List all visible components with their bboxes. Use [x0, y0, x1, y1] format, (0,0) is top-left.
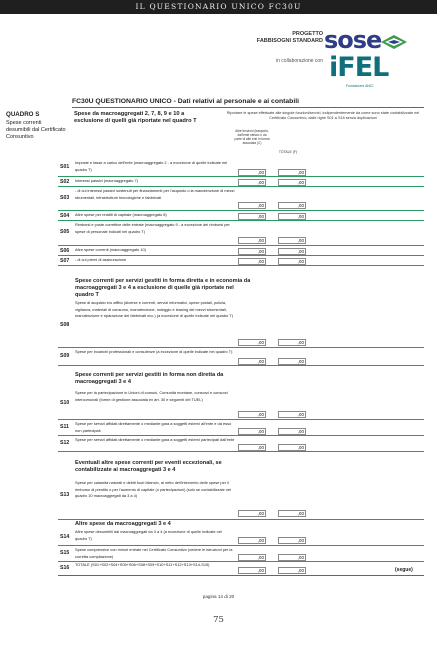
table-row: [58, 159, 424, 177]
row-label: Altre spese correnti (macroaggregato 10): [75, 247, 146, 252]
row-label: Spese per servizi affidati direttamente o mediante gara a soggetti esterni all'ente e da esso non partecipati: [75, 421, 232, 433]
header-note: Riportare le spese effettuate alle singole funzioni/servizi, indipendentemente da come sono state contabilizzate nel Certificato Consuntivo, dalle righe S01 a S16 senza duplicazioni: [226, 111, 420, 120]
table-row: [58, 256, 424, 266]
amount-field-total[interactable]: ,00: [278, 358, 306, 365]
sose-mark-icon: [379, 32, 409, 52]
amount-field-col1[interactable]: ,00: [238, 510, 266, 517]
amount-field-total[interactable]: ,00: [278, 510, 306, 517]
row-label: Spese per calamità naturali e debiti fuori bilancio, al netto dell'intervento delle spese per il rimborso di prestito o per l'aumento di capitale (o partecipazioni) (solo se contabilizzate nei quadro 10 macroaggregati da 3 a 4): [75, 480, 232, 499]
form-title: FC30U QUESTIONARIO UNICO - Dati relativi al personale e ai contabili: [72, 98, 299, 105]
row-label: - di cui interessi passivi sostenuti per finanziamenti per l'acquisto o la manutenzione di mezzi strumentali, infrastrutture tecnologiche e fabbricati: [75, 188, 235, 200]
column-header-2: TOTALE (F): [278, 150, 298, 154]
row-code: S08: [60, 322, 70, 328]
amount-field-total[interactable]: ,00: [278, 169, 306, 176]
amount-field-col1[interactable]: ,00: [238, 554, 266, 561]
row-label: Altre spese desumibili dai macroaggregati da 3 a 4 (a eccezione di quelle indicate nel quadro T): [75, 529, 222, 541]
amount-field-col1[interactable]: ,00: [238, 213, 266, 220]
row-divider: [58, 265, 424, 266]
row-code: S15: [60, 550, 70, 556]
amount-field-col1[interactable]: ,00: [238, 537, 266, 544]
sose-logo: sose: [324, 26, 382, 54]
row-label: Altre spese per redditi di capitale (macroaggregato 8): [75, 212, 167, 217]
amount-field-total[interactable]: ,00: [278, 339, 306, 346]
table-row: [58, 211, 424, 221]
amount-field-total[interactable]: ,00: [278, 179, 306, 186]
amount-field-total[interactable]: ,00: [278, 237, 306, 244]
row-label: Spese per incarichi professionali e consulenze (a eccezione di quelle indicate nel quadro T): [75, 349, 233, 354]
amount-field-total[interactable]: ,00: [278, 248, 306, 255]
amount-field-total[interactable]: ,00: [278, 258, 306, 265]
row-code: S03: [60, 195, 70, 201]
amount-field-total[interactable]: ,00: [278, 213, 306, 220]
table-row: [58, 562, 424, 575]
table-row: [58, 546, 424, 562]
row-code: S04: [60, 213, 70, 219]
row-code: S05: [60, 229, 70, 235]
amount-field-col1[interactable]: ,00: [238, 444, 266, 451]
amount-field-col1[interactable]: ,00: [238, 237, 266, 244]
amount-field-total[interactable]: ,00: [278, 554, 306, 561]
row-code: S12: [60, 440, 70, 446]
row-code: S09: [60, 353, 70, 359]
amount-field-col1[interactable]: ,00: [238, 567, 266, 574]
amount-field-total[interactable]: ,00: [278, 411, 306, 418]
table-row: [58, 348, 424, 366]
ifel-subtitle: Fondazione ANCI: [346, 84, 374, 88]
row-divider: [58, 365, 424, 366]
amount-field-col1[interactable]: ,00: [238, 169, 266, 176]
row-label: TOTALE (S01+S02+S04+S05+S06+S08+S09+S10+S11+S12+S13+S14-S15): [75, 562, 210, 567]
row-code: S13: [60, 492, 70, 498]
amount-field-col1[interactable]: ,00: [238, 179, 266, 186]
header-title: IL QUESTIONARIO UNICO FC30U: [135, 2, 302, 11]
row-label: Spese comprensive con minori entrate nel Certificato Consuntivo (vedere le istruzioni per la corretta compilazione): [75, 547, 233, 559]
page-indicator: pagina 14 di 20: [202, 594, 235, 599]
table-row: [58, 187, 424, 211]
amount-field-total[interactable]: ,00: [278, 202, 306, 209]
row-divider: [58, 451, 424, 452]
row-code: S11: [60, 424, 69, 430]
project-line-1: PROGETTO: [292, 31, 323, 37]
row-section-title: Altre spese da macroaggregati 3 e 4: [75, 521, 171, 527]
project-line-2: FABBISOGNI STANDARD: [256, 38, 323, 44]
table-row: [58, 520, 424, 546]
row-section-title: Eventuali altre spese correnti per eventi eccezionali, se contabilizzate ai macroaggregati 3 e 4: [75, 460, 222, 473]
row-code: S02: [60, 179, 70, 185]
table-row: [58, 246, 424, 256]
row-section-title: Spese correnti per servizi gestiti in forma non diretta da macroaggregati 3 e 4: [75, 372, 224, 385]
row-code: S16: [60, 565, 70, 571]
header-description: Spese da macroaggregati 2, 7, 8, 9 e 10 a esclusione di quelli già riportate nel quadro T: [74, 111, 197, 124]
table-row: [58, 177, 424, 187]
table-row: [58, 458, 424, 520]
row-label: - di cui premi di assicurazione: [75, 257, 127, 262]
table-row: [58, 436, 424, 452]
column-header-1: Altre funzioni (trasporto, dall'ente stesso o da parte di altri enti in forma associata (C): [234, 129, 270, 145]
row-label: Spese per servizi affidati direttamente o mediante gara a soggetti esterni partecipati dall'ente: [75, 437, 235, 442]
row-code: S01: [60, 164, 70, 170]
row-code: S10: [60, 400, 70, 406]
bottom-divider: [58, 575, 424, 576]
row-label: Interessi passivi (macroaggregato 7): [75, 178, 138, 183]
amount-field-col1[interactable]: ,00: [238, 248, 266, 255]
continues-label: (segue): [395, 567, 413, 573]
section-subtitle: Spese correnti desumibili dal Certificato Consuntivo: [6, 120, 66, 140]
collab-text: in collaborazione con: [276, 58, 323, 64]
logo-area: [245, 24, 415, 94]
row-code: S14: [60, 534, 70, 540]
row-section-title: Spese correnti per servizi gestiti in forma diretta e in economia da macroaggregati 3 e 4 a esclusione di quelle già riportate nel quadro T: [75, 278, 251, 298]
table-row: [58, 221, 424, 246]
top-bar: [0, 0, 437, 14]
row-label: Spese per la partecipazione in Unioni di comuni, Comunità montane, consorzi e consorzi intercomunali (forme di gestione associata ex art. 30 e seguenti del TUEL): [75, 390, 228, 402]
row-label: Spese di acquisto e/o affitto (diverse e correnti, servizi informatici, spese postali, pulizia, vigilanza, materiali di consumo, manutenzione, noleggio e leasing dei mezzi strumentali, manutenzione e riparazione dei fabbricati ecc.) (a eccezione di quelle indicate nel quadro T): [75, 300, 234, 319]
row-label: Rimborsi e poste correttive delle entrate (macroaggregato 9 - a eccezione dei rimborsi per spese di personale indicati nel quadro T): [75, 222, 230, 234]
amount-field-total[interactable]: ,00: [278, 537, 306, 544]
amount-field-col1[interactable]: ,00: [238, 428, 266, 435]
ifel-logo: iFEL: [329, 52, 389, 83]
row-label: Imposte e tasse a carico dell'ente (macroaggregato 2 - a eccezione di quelle indicate nel quadro T): [75, 160, 228, 172]
row-code: S06: [60, 248, 70, 254]
amount-field-col1[interactable]: ,00: [238, 339, 266, 346]
amount-field-total[interactable]: ,00: [278, 567, 306, 574]
table-row: [58, 420, 424, 436]
amount-field-col1[interactable]: ,00: [238, 202, 266, 209]
amount-field-col1[interactable]: ,00: [238, 258, 266, 265]
row-code: S07: [60, 258, 70, 264]
amount-field-col1[interactable]: ,00: [238, 358, 266, 365]
page-number: 75: [213, 615, 224, 625]
title-divider: [72, 107, 424, 108]
section-title: QUADRO S: [6, 111, 40, 118]
table-row: [58, 270, 424, 348]
table-row: [58, 370, 424, 420]
amount-field-total[interactable]: ,00: [278, 428, 306, 435]
amount-field-col1[interactable]: ,00: [238, 411, 266, 418]
amount-field-total[interactable]: ,00: [278, 444, 306, 451]
